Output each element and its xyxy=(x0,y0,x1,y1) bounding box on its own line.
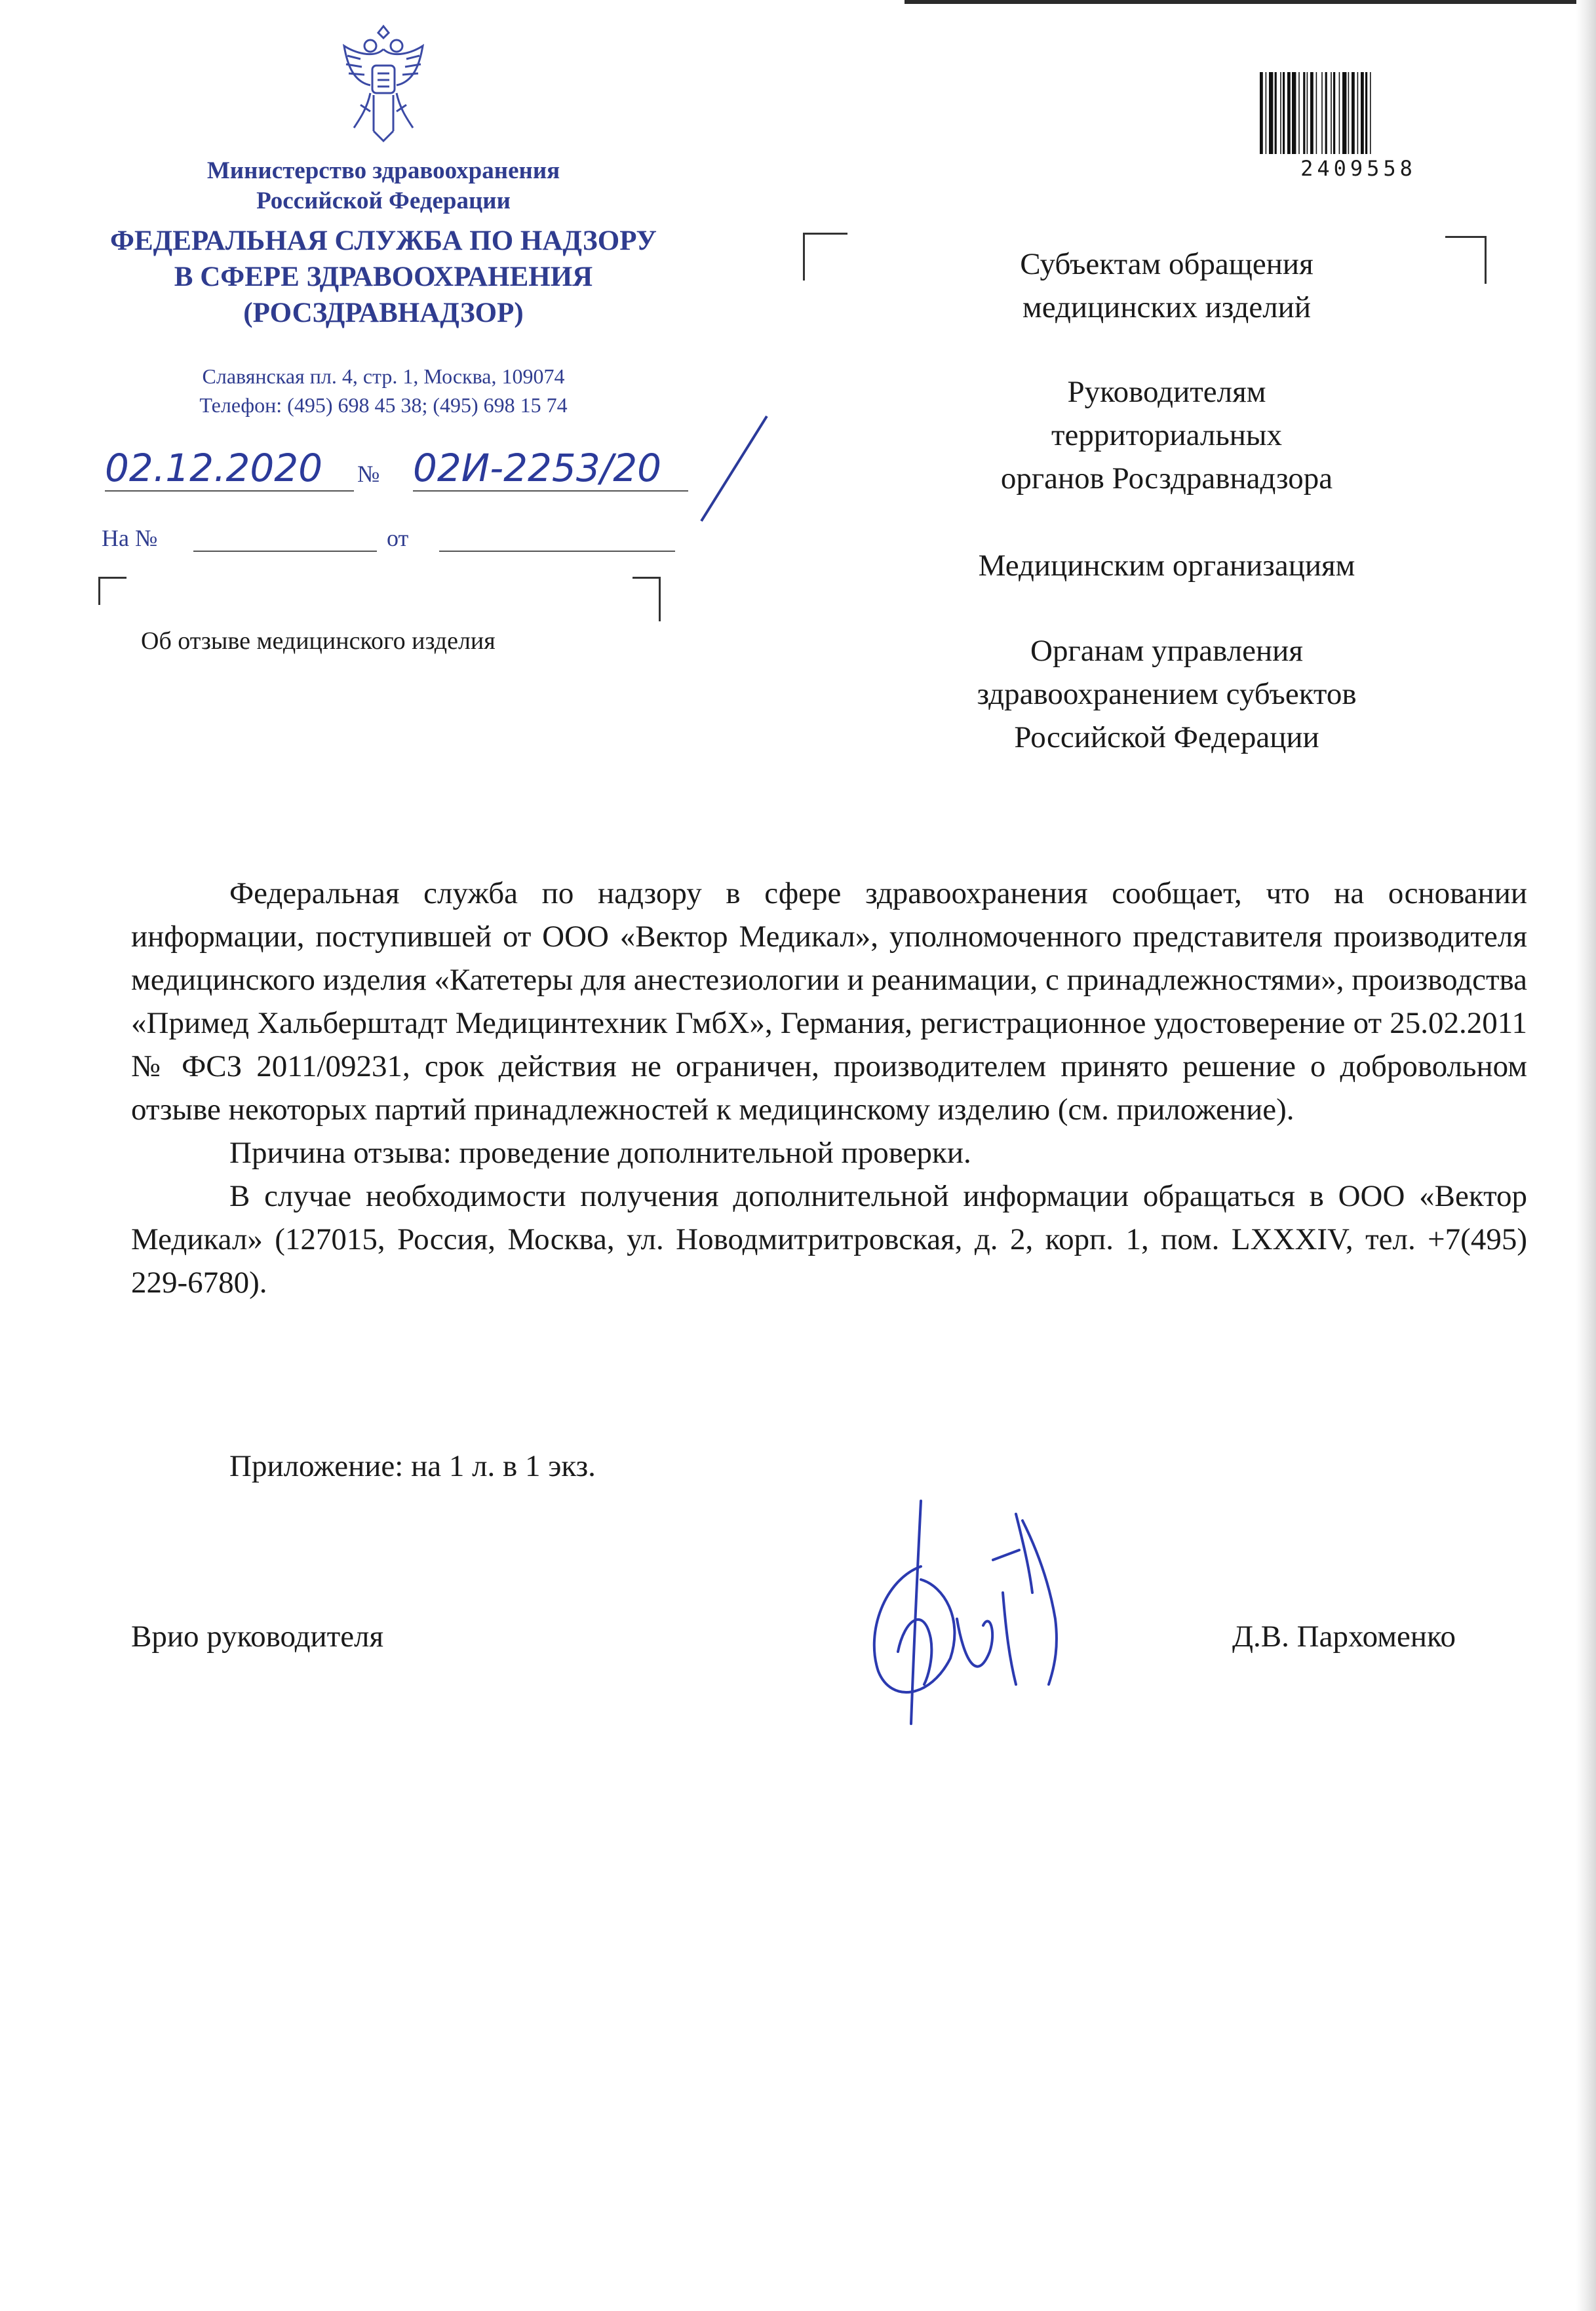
service-line: В СФЕРЕ ЗДРАВООХРАНЕНИЯ xyxy=(174,262,593,292)
barcode-bar xyxy=(1342,72,1346,154)
address-block xyxy=(111,362,655,419)
address-line: Славянская пл. 4, стр. 1, Москва, 109074 xyxy=(202,364,565,388)
annex-note: Приложение: на 1 л. в 1 экз. xyxy=(229,1449,596,1483)
body-paragraph: Федеральная служба по надзору в сфере здравоохранения сообщает, что на основании информации, поступившей от ООО «Вектор Медикал», уполномоченного представителя производителя медицинского изделия «Катетеры для анестезиологии и реанимации, с принадлежностями», производства «Примед Хальберштадт Медицинтехник ГмбХ», Германия, регистрационное удостоверение от 25.02.2011 № ФСЗ 2011/09231, срок действия не ограничен, производителем принято решение о добровольном отзыве некоторых партий принадлежностей к медицинскому изделию (см. приложение). xyxy=(131,876,1527,1127)
barcode-bar xyxy=(1357,72,1359,154)
barcode-bar xyxy=(1298,72,1300,154)
recipient-line: здравоохранением субъектов xyxy=(977,677,1357,711)
barcode-icon xyxy=(1258,72,1458,154)
barcode-bar xyxy=(1339,72,1340,154)
letter-subject: Об отзыве медицинского изделия xyxy=(141,627,496,655)
recipient-line: органов Росздравнадзора xyxy=(1000,461,1333,495)
barcode-bar xyxy=(1269,72,1273,154)
barcode-bar xyxy=(1283,72,1285,154)
barcode-bar xyxy=(1287,72,1291,154)
barcode-bar xyxy=(1280,72,1281,154)
barcode-bar xyxy=(1325,72,1327,154)
recipient-line: Руководителям xyxy=(1067,375,1266,409)
recipient-group xyxy=(918,629,1416,759)
registration-date: 02.12.2020 xyxy=(105,446,354,492)
coat-of-arms-icon xyxy=(334,20,433,154)
barcode-bar xyxy=(1361,72,1364,154)
scan-right-edge xyxy=(1576,0,1596,2311)
barcode-bar xyxy=(1352,72,1355,154)
ref-from-blank xyxy=(439,551,675,552)
recipient-group xyxy=(918,243,1416,329)
recipient-line: территориальных xyxy=(1051,418,1283,452)
signer-role: Врио руководителя xyxy=(131,1620,384,1654)
ministry-line: Российской Федерации xyxy=(256,187,511,214)
reference-line xyxy=(102,524,678,564)
corner-mark xyxy=(633,577,661,621)
barcode-bar xyxy=(1370,72,1371,154)
registration-number: 02И-2253/20 xyxy=(413,446,688,492)
ministry-line: Министерство здравоохранения xyxy=(206,157,560,184)
barcode-bar xyxy=(1260,72,1263,154)
recipient-line: медицинских изделий xyxy=(1022,290,1311,324)
barcode-bar xyxy=(1316,72,1317,154)
number-sign: № xyxy=(357,461,380,487)
registration-line xyxy=(105,446,695,511)
address-line: Телефон: (495) 698 45 38; (495) 698 15 74 xyxy=(199,393,568,417)
recipient-line: Медицинским организациям xyxy=(978,549,1355,583)
barcode-bar xyxy=(1321,72,1323,154)
letter-body xyxy=(131,872,1527,1304)
ministry-name xyxy=(111,156,655,216)
barcode-bar xyxy=(1365,72,1367,154)
recipient-line: Субъектам обращения xyxy=(1020,247,1314,281)
corner-mark xyxy=(98,577,127,605)
recipient-group xyxy=(918,544,1416,587)
service-line: ФЕДЕРАЛЬНАЯ СЛУЖБА ПО НАДЗОРУ xyxy=(110,225,657,256)
barcode-bar xyxy=(1331,72,1332,154)
barcode-number: 2409558 xyxy=(1300,156,1416,181)
barcode-bar xyxy=(1266,72,1267,154)
recipient-line: Органам управления xyxy=(1030,634,1303,668)
scan-top-border xyxy=(905,0,1596,4)
ref-from-label: от xyxy=(387,525,409,551)
barcode-bar xyxy=(1310,72,1314,154)
body-paragraph: В случае необходимости получения дополнительной информации обращаться в ООО «Вектор Медикал» (127015, Россия, Москва, ул. Новодмитритровская, д. 2, корп. 1, пом. LXXXIV, тел. +7(495) 229-6780). xyxy=(131,1179,1527,1300)
barcode-bar xyxy=(1307,72,1308,154)
corner-mark xyxy=(1445,236,1487,284)
ref-number-blank xyxy=(193,551,377,552)
corner-mark xyxy=(803,233,847,281)
ref-number-label: На № xyxy=(102,525,158,551)
handwritten-signature xyxy=(859,1488,1081,1743)
recipient-group xyxy=(918,370,1416,500)
service-name xyxy=(79,223,688,331)
recipient-line: Российской Федерации xyxy=(1014,720,1319,754)
service-line: (РОСЗДРАВНАДЗОР) xyxy=(243,298,524,328)
signer-name: Д.В. Пархоменко xyxy=(1232,1620,1456,1654)
barcode-bar xyxy=(1348,72,1350,154)
barcode-bar xyxy=(1292,72,1296,154)
barcode-bar xyxy=(1303,72,1305,154)
barcode-bar xyxy=(1333,72,1335,154)
barcode-bar xyxy=(1275,72,1277,154)
slash-stroke xyxy=(688,413,773,524)
body-paragraph: Причина отзыва: проведение дополнительной проверки. xyxy=(229,1136,971,1170)
